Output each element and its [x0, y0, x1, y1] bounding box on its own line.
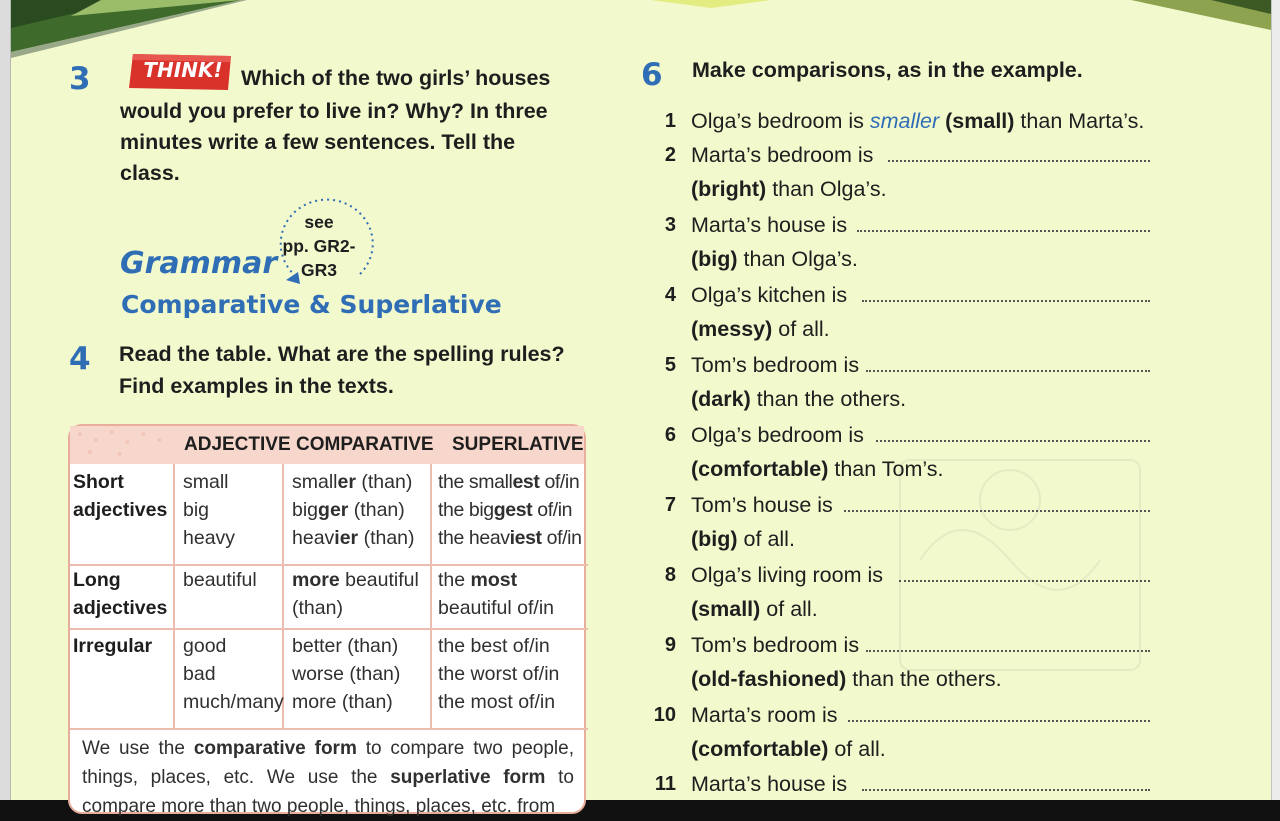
item-number: 6	[664, 424, 676, 446]
superlative-cell: the worst of/in	[438, 663, 560, 685]
superlative-most: most	[470, 569, 518, 591]
exercise-3-line-4: class.	[120, 161, 180, 185]
row-label-short-line-1: Short	[73, 471, 124, 493]
superlative-cell: the best of/in	[438, 635, 550, 657]
comparative-rest: (than)	[348, 499, 405, 521]
comparison-table	[68, 424, 586, 817]
superlative-rest: of/in	[541, 527, 582, 549]
adjective-cell: much/many	[183, 691, 284, 713]
item-stem: Olga’s bedroom is	[691, 109, 870, 133]
item-ending: than Marta’s.	[1014, 109, 1145, 133]
item-number: 2	[664, 144, 676, 166]
item-ending: of all.	[828, 737, 886, 761]
comparative-cell: worse (than)	[292, 663, 401, 685]
superlative-stem: the small	[438, 471, 513, 493]
item-2-ending	[691, 174, 887, 204]
comparative-rest: (than)	[358, 527, 415, 549]
adjective-cell: big	[183, 499, 210, 521]
long-adjective: beautiful	[183, 569, 257, 591]
comparative-stem: heav	[292, 527, 335, 549]
adjective-cell: good	[183, 635, 227, 657]
item-number: 4	[664, 284, 676, 306]
comparative-suffix: ger	[318, 499, 349, 521]
frame-left-edge	[0, 0, 11, 800]
item-ending: of all.	[737, 527, 795, 551]
see-line-1: see	[304, 212, 334, 232]
superlative-rest: of/in	[532, 499, 573, 521]
see-line-3: GR3	[301, 260, 337, 280]
note-text: to compare two people, things, places, etc. We use the	[82, 738, 574, 788]
superlative-suffix: iest	[509, 527, 542, 549]
superlative-rest: of/in	[539, 471, 580, 493]
superlative-cell	[438, 524, 582, 552]
comparative-cell	[292, 468, 415, 496]
comparative-rest: (than)	[355, 471, 413, 493]
item-4-ending	[691, 314, 830, 344]
short-adjectives	[183, 468, 235, 552]
note-text: to compare more than two people, things, places, etc. from	[82, 767, 574, 817]
item-7-stem: Tom’s house is	[691, 493, 833, 517]
superlative-cell	[438, 566, 554, 594]
comparative-cell	[292, 496, 415, 524]
item-8-stem: Olga’s living room is	[691, 563, 883, 587]
exercise-3-line-1: Which of the two girls’ houses	[241, 66, 551, 90]
item-adjective: (old-fashioned)	[691, 667, 847, 691]
row-label-short-line-2: adjectives	[73, 499, 168, 521]
answer-blank-8[interactable]	[899, 580, 1150, 582]
answer-blank-6[interactable]	[876, 440, 1150, 442]
exercise-6-instruction: Make comparisons, as in the example.	[692, 58, 1083, 82]
short-superlatives	[438, 468, 582, 552]
exercise-4-line-2: Find examples in the texts.	[119, 374, 394, 398]
answer-blank-11[interactable]	[862, 789, 1150, 791]
exercise-3-line-3: minutes write a few sentences. Tell the	[120, 130, 516, 154]
item-ending: than Olga’s.	[737, 247, 858, 271]
item-ending: than the others.	[846, 667, 1002, 691]
item-ending: of all.	[760, 597, 818, 621]
item-adjective: (messy)	[691, 317, 773, 341]
irregular-comparatives	[292, 632, 400, 716]
item-ending: than Tom’s.	[828, 457, 944, 481]
item-number: 8	[664, 564, 676, 586]
irregular-adjectives	[183, 632, 284, 716]
row-label-short	[73, 468, 167, 524]
item-number: 9	[664, 634, 676, 656]
exercise-6-number: 6	[641, 57, 663, 93]
item-adjective: (comfortable)	[691, 457, 829, 481]
item-1-sentence	[691, 106, 1144, 136]
item-number: 11	[654, 773, 676, 795]
header-superlative: SUPERLATIVE	[452, 434, 584, 455]
note-bold: superlative form	[390, 767, 546, 788]
item-number: 1	[664, 110, 676, 132]
table-divider	[173, 464, 175, 728]
item-number: 5	[664, 354, 676, 376]
answer-blank-4[interactable]	[862, 300, 1150, 302]
comparative-cell	[292, 566, 419, 594]
item-3-stem: Marta’s house is	[691, 213, 848, 237]
exercise-3-number: 3	[69, 61, 91, 97]
long-comparative	[292, 566, 419, 622]
item-5-ending	[691, 384, 906, 414]
item-6-stem: Olga’s bedroom is	[691, 423, 864, 447]
comparative-stem: small	[292, 471, 338, 493]
item-6-ending	[691, 454, 944, 484]
think-badge-label: THINK!	[143, 58, 223, 82]
superlative-rest: beautiful of/in	[438, 597, 555, 619]
answer-blank-9[interactable]	[866, 650, 1150, 652]
superlative-stem: the big	[438, 499, 494, 521]
comparative-cell: better (than)	[292, 635, 399, 657]
row-label-irregular: Irregular	[73, 635, 153, 657]
item-9-ending	[691, 664, 1002, 694]
item-number: 7	[664, 494, 676, 516]
item-adjective: (small)	[945, 109, 1015, 133]
superlative-stem: the heav	[438, 527, 510, 549]
item-adjective: (big)	[691, 247, 738, 271]
superlative-cell	[438, 468, 582, 496]
item-7-ending	[691, 524, 795, 554]
item-adjective: (big)	[691, 527, 738, 551]
answer-blank-7[interactable]	[844, 510, 1150, 512]
comparative-stem: big	[292, 499, 319, 521]
item-number: 10	[653, 704, 676, 726]
exercise-4-line-1: Read the table. What are the spelling rules?	[119, 342, 565, 366]
row-label-long-line-2: adjectives	[73, 597, 168, 619]
comparative-rest: beautiful	[339, 569, 419, 591]
exercise-3-line-2: would you prefer to live in? Why? In three	[120, 99, 548, 123]
adjective-cell: bad	[183, 663, 216, 685]
item-8-ending	[691, 594, 818, 624]
item-adjective: (dark)	[691, 387, 751, 411]
answer-blank-5[interactable]	[866, 370, 1150, 372]
item-5-stem: Tom’s bedroom is	[691, 353, 860, 377]
table-divider	[430, 464, 432, 728]
grammar-heading: Grammar	[120, 246, 278, 281]
see-reference-text	[274, 210, 364, 282]
frame-right-edge	[1271, 0, 1280, 800]
think-badge	[127, 52, 234, 92]
item-4-stem: Olga’s kitchen is	[691, 283, 848, 307]
superlative-suffix: est	[512, 471, 540, 493]
item-3-ending	[691, 244, 858, 274]
superlative-the: the	[438, 569, 471, 591]
adjective-cell: small	[183, 471, 229, 493]
item-adjective: (comfortable)	[691, 737, 829, 761]
answer-blank-2[interactable]	[888, 160, 1150, 162]
row-label-long	[73, 566, 167, 622]
item-2-stem: Marta’s bedroom is	[691, 143, 874, 167]
table-divider	[70, 728, 588, 730]
header-comparative: COMPARATIVE	[296, 434, 434, 455]
long-superlative	[438, 566, 554, 622]
item-10-stem: Marta’s room is	[691, 703, 838, 727]
item-11-stem: Marta’s house is	[691, 772, 848, 796]
note-text: We use the	[82, 738, 194, 759]
superlative-suffix: gest	[493, 499, 533, 521]
comparative-than: (than)	[292, 597, 343, 619]
comparative-cell	[292, 524, 415, 552]
comparative-suffix: ier	[334, 527, 359, 549]
see-line-2: pp. GR2-	[282, 236, 356, 256]
item-10-ending	[691, 734, 886, 764]
comparative-more: more	[292, 569, 340, 591]
item-9-stem: Tom’s bedroom is	[691, 633, 860, 657]
note-bold: comparative form	[193, 738, 357, 759]
answer-blank-10[interactable]	[848, 720, 1150, 722]
adjective-cell: heavy	[183, 527, 236, 549]
table-divider	[70, 628, 588, 630]
table-note	[82, 734, 574, 821]
row-label-long-line-1: Long	[73, 569, 121, 591]
superlative-cell	[438, 496, 582, 524]
short-comparatives	[292, 468, 415, 552]
comparative-suffix: er	[337, 471, 356, 493]
exercise-4-number: 4	[69, 341, 91, 377]
item-adjective: (small)	[691, 597, 761, 621]
header-adjective: ADJECTIVE	[184, 434, 291, 455]
item-number: 3	[664, 214, 676, 236]
answer-blank-3[interactable]	[857, 230, 1150, 232]
comparative-cell: more (than)	[292, 691, 393, 713]
item-ending: than the others.	[750, 387, 907, 411]
item-ending: of all.	[772, 317, 830, 341]
item-adjective: (bright)	[691, 177, 767, 201]
example-answer: smaller	[869, 109, 940, 133]
item-ending: than Olga’s.	[766, 177, 887, 201]
superlative-cell: the most of/in	[438, 691, 556, 713]
irregular-superlatives	[438, 632, 559, 716]
grammar-subheading: Comparative & Superlative	[121, 290, 502, 319]
